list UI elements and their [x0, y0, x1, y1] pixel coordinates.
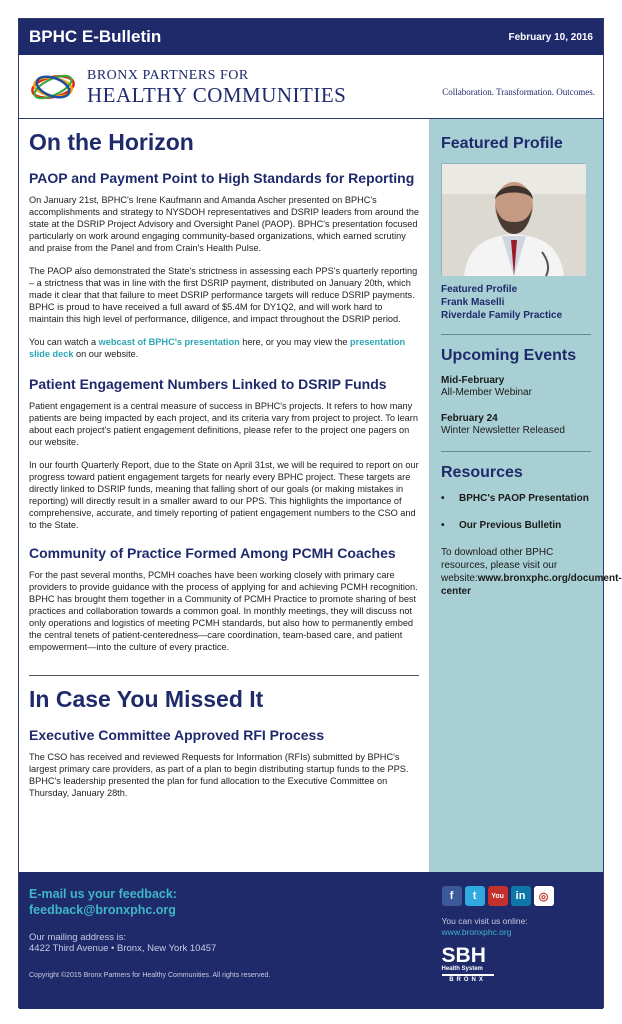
org-name-line1: BRONX PARTNERS FOR — [87, 67, 249, 83]
section-heading-missed: In Case You Missed It — [29, 686, 264, 712]
document-center-link[interactable]: www.bronxphc.org/document-center — [441, 573, 622, 597]
facebook-icon[interactable]: f — [442, 886, 462, 906]
article-paragraph: The CSO has received and reviewed Requests for Information (RFIs) submitted by BPHC's largest primary care providers, as part of a plan to begin distributing startup funds to the PPS. BPHC's leadership presented the plan for fund allocation to the Executive Committee on Thursday, January 28th. — [29, 752, 409, 798]
sidebar-divider — [441, 451, 591, 452]
resources-heading: Resources — [441, 464, 523, 481]
sbh-line2: BRONX — [449, 977, 486, 983]
text-fragment: here, or you may view the — [239, 337, 351, 347]
linkedin-icon[interactable]: in — [511, 886, 531, 906]
download-note — [441, 546, 622, 598]
event-item — [441, 375, 591, 399]
visit-label: You can visit us online: — [441, 916, 528, 926]
event-date: February 24 — [441, 413, 498, 424]
youtube-icon[interactable]: You — [488, 886, 508, 906]
org-name-line2: HEALTHY COMMUNITIES — [87, 82, 347, 107]
twitter-icon[interactable]: t — [465, 886, 485, 906]
mailing-label: Our mailing address is: — [29, 932, 127, 943]
text-fragment: You can watch a — [29, 337, 99, 347]
footer-left — [29, 886, 430, 1009]
article-paragraph — [29, 336, 419, 360]
bphc-logo — [29, 68, 346, 106]
top-bar — [19, 19, 603, 55]
profile-practice: Riverdale Family Practice — [441, 310, 563, 321]
person-photo-icon — [442, 164, 586, 276]
article-title-pcmh: Community of Practice Formed Among PCMH Coaches — [29, 545, 396, 561]
download-text: To download other BPHC resources, please visit our website: — [441, 547, 558, 584]
sidebar — [429, 119, 622, 872]
bulletin-title: BPHC E-Bulletin — [29, 27, 162, 46]
sbh-mark: SBH — [441, 944, 486, 967]
article-title-engagement: Patient Engagement Numbers Linked to DSRIP Funds — [29, 376, 387, 392]
profile-label: Featured Profile — [441, 284, 518, 295]
article-paragraph: In our fourth Quarterly Report, due to the State on April 31st, we will be required to report on our progress toward patient engagement targets for nearly every BPHC project. These targets are directly linked to DSRIP funds, meaning that falling short of our goals (or making mistakes in reporting) will directly result in a smaller award to our PPS. This highlights the importance of comprehensive, accurate, and timely reporting of patient engagement numbers to the CSO and to the State. — [29, 460, 419, 530]
slide-deck-link[interactable]: presentation slide deck — [29, 337, 406, 359]
feedback-label: E-mail us your feedback: — [29, 887, 177, 901]
mailing-address-block — [29, 932, 430, 954]
main-column — [19, 119, 429, 872]
brand-banner — [19, 55, 603, 119]
text-fragment: on our website. — [73, 349, 139, 359]
event-title: All-Member Webinar — [441, 387, 532, 398]
event-date: Mid-February — [441, 375, 505, 386]
sidebar-divider — [441, 334, 591, 335]
resources-list — [441, 492, 591, 532]
social-links — [442, 886, 593, 906]
resource-link-bulletin[interactable]: • Our Previous Bulletin — [441, 519, 591, 532]
upcoming-events-heading: Upcoming Events — [441, 347, 577, 364]
profile-caption — [441, 283, 591, 322]
article-title-rfi: Executive Committee Approved RFI Process — [29, 727, 325, 743]
tagline: Collaboration. Transformation. Outcomes. — [442, 86, 595, 97]
mailing-address: 4422 Third Avenue • Bronx, New York 10457 — [29, 943, 217, 954]
section-heading-horizon: On the Horizon — [29, 129, 194, 155]
sbh-bar — [442, 974, 494, 976]
copyright: Copyright ©2015 Bronx Partners for Healthy Communities. All rights reserved. — [29, 972, 271, 979]
featured-profile-heading: Featured Profile — [441, 135, 563, 152]
newsletter — [18, 18, 622, 1008]
profile-photo — [441, 163, 585, 275]
webcast-link[interactable]: webcast of BPHC's presentation — [98, 337, 240, 347]
content-area — [19, 119, 622, 872]
feedback-email-link[interactable]: feedback@bronxphc.org — [29, 903, 176, 917]
bphc-logo-icon[interactable]: ◎ — [534, 886, 554, 906]
sbh-line1: Health System — [441, 966, 483, 972]
section-divider — [29, 675, 419, 676]
article-paragraph: On January 21st, BPHC's Irene Kaufmann and Amanda Ascher presented on BPHC's accomplishments and strategy to NYSDOH representatives and DSRIP leaders from around the state at the DSRIP Project Advisory and Oversight Panel (PAOP). BPHC's presentation focused particularly on work around engaging community-based organizations, which earned scrutiny and praise from the Panel and from Crain's Health Pulse. — [29, 195, 419, 253]
article-paragraph: The PAOP also demonstrated the State's strictness in assessing each PPS's quarterly reporting – a strictness that was in line with the first DSRIP payment, distributed on January 20th, which made it clear that that failure to meet DSRIP performance targets will reduce DSRIP payments. BPHC is proud to have received a full award of $5.4M for DY1Q2, and will work hard to maintain this high level of performance, diligence, and impact throughout the DSRIP period. — [29, 266, 418, 324]
event-item — [441, 413, 591, 437]
article-paragraph: Patient engagement is a central measure of success in BPHC's projects. It refers to how many patients are being impacted by each project, and its criteria vary from project to project. To learn about each project's patient engagement definitions, please refer to the project one pagers on our website. — [29, 401, 418, 447]
footer-right — [430, 886, 593, 1009]
resource-link-paop[interactable]: • BPHC's PAOP Presentation — [441, 492, 591, 505]
event-title: Winter Newsletter Released — [441, 425, 565, 436]
article-title-paop: PAOP and Payment Point to High Standards for Reporting — [29, 170, 415, 186]
visit-online — [442, 916, 593, 938]
article-paragraph: For the past several months, PCMH coaches have been working closely with primary care providers to provide guidance with the process of applying for and achieving PCMH recognition. BPHC has brought them together in a Community of PCMH Practice to promote sharing of best practices and collaboration towards a common goal. In monthly meetings, they will discuss not only operations and logistics of meeting PCMH standards, but also how to permanently embed the central tenets of patient-centeredness—care coordination, team-based care, and patient empowerment—into the culture of every practice. — [29, 570, 418, 652]
rings-logo-icon — [29, 72, 77, 102]
footer — [19, 872, 603, 1009]
bulletin-date: February 10, 2016 — [508, 31, 593, 43]
sbh-logo — [442, 946, 494, 984]
website-link[interactable]: www.bronxphc.org — [441, 927, 512, 937]
profile-name: Frank Maselli — [441, 297, 505, 308]
